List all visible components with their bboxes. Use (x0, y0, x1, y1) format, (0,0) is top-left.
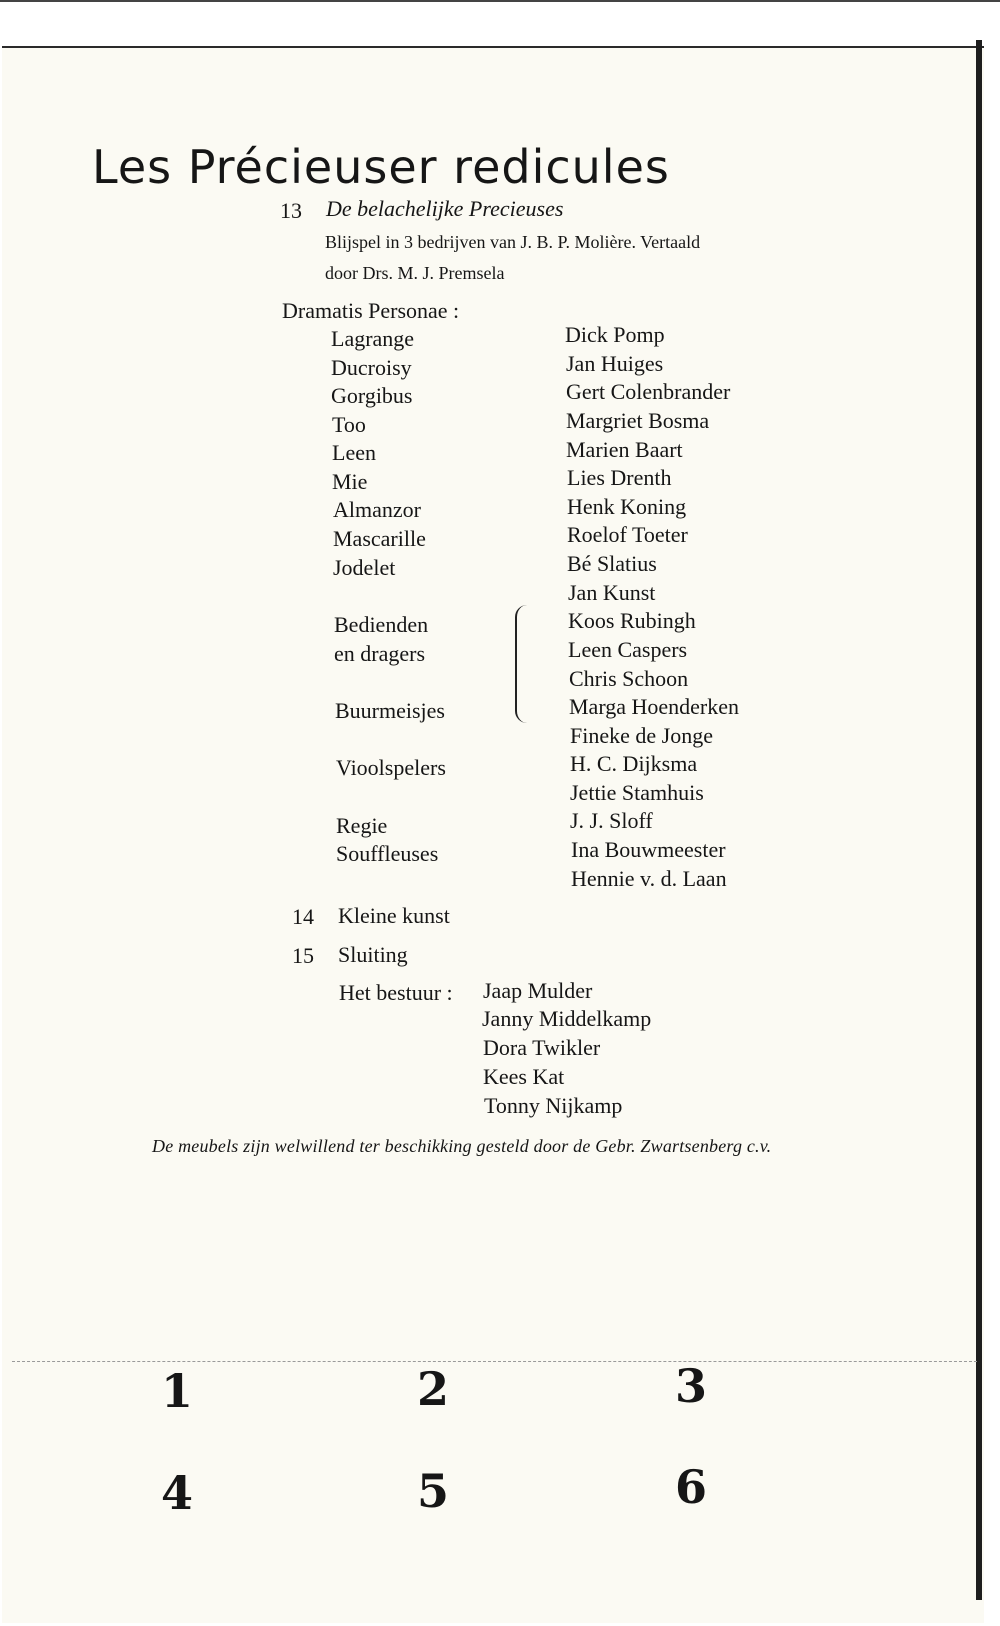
role: Leen (332, 440, 376, 465)
raffle-number: 5 (416, 1464, 449, 1518)
cast-member: Ina Bouwmeester (571, 837, 726, 862)
cast-member: Hennie v. d. Laan (571, 866, 727, 891)
cast-member: Margriet Bosma (566, 408, 710, 433)
bestuur-member: Janny Middelkamp (482, 1006, 652, 1031)
item-13-description-line2: door Drs. M. J. Premsela (325, 263, 505, 283)
cast-member: Roelof Toeter (567, 522, 688, 547)
page-title: Les Précieuser redicules (92, 140, 670, 194)
dramatis-personae-label: Dramatis Personae : (282, 298, 460, 323)
page-edge (976, 40, 982, 1600)
cast-member: Leen Caspers (568, 637, 688, 662)
cast-member: Chris Schoon (569, 666, 689, 691)
role: Gorgibus (331, 383, 413, 408)
group-vioolspelers: Vioolspelers (336, 755, 446, 780)
top-rule (0, 0, 1000, 2)
cast-member: Jettie Stamhuis (570, 780, 704, 805)
furniture-credit-note: De meubels zijn welwillend ter beschikking gesteld door de Gebr. Zwartsenberg c.v. (152, 1136, 772, 1156)
cast-member: Bé Slatius (567, 551, 657, 576)
role: Ducroisy (331, 355, 412, 380)
raffle-number: 1 (160, 1364, 193, 1418)
group-bedienden: Bedienden (334, 612, 429, 637)
bestuur-member: Kees Kat (483, 1064, 565, 1089)
item-15-number: 15 (292, 943, 314, 968)
raffle-number: 2 (416, 1362, 449, 1416)
cast-member: Lies Drenth (567, 465, 672, 490)
cast-member: Fineke de Jonge (570, 723, 713, 748)
role: Lagrange (331, 326, 415, 351)
cast-member: Gert Colenbrander (566, 379, 731, 404)
role: Mascarille (333, 526, 426, 551)
raffle-number: 4 (160, 1466, 193, 1520)
bestuur-label: Het bestuur : (339, 980, 453, 1005)
role: Mie (332, 469, 368, 494)
group-bracket (515, 605, 531, 723)
cast-member: Marien Baart (566, 437, 683, 462)
item-14-number: 14 (292, 904, 314, 929)
tear-off-line (12, 1361, 977, 1362)
cast-member: Jan Kunst (568, 580, 656, 605)
raffle-number: 6 (674, 1460, 707, 1514)
cast-member: Marga Hoenderken (569, 694, 740, 719)
cast-member: Jan Huiges (566, 351, 664, 376)
cast-member: Henk Koning (567, 494, 687, 519)
role: Too (332, 412, 366, 437)
raffle-number: 3 (674, 1359, 707, 1413)
group-buurmeisjes: Buurmeisjes (335, 698, 445, 723)
item-13-number: 13 (280, 198, 302, 223)
item-14-name: Kleine kunst (338, 903, 450, 928)
bestuur-member: Jaap Mulder (483, 978, 593, 1003)
item-15-name: Sluiting (338, 942, 408, 967)
item-13-description-line1: Blijspel in 3 bedrijven van J. B. P. Molière. Vertaald (325, 232, 701, 252)
bestuur-member: Tonny Nijkamp (484, 1093, 623, 1118)
role: Almanzor (333, 497, 421, 522)
cast-member: H. C. Dijksma (570, 751, 698, 776)
group-dragers: en dragers (334, 641, 426, 666)
group-souffleuses: Souffleuses (336, 841, 439, 866)
cast-member: J. J. Sloff (570, 808, 653, 833)
group-regie: Regie (336, 813, 388, 838)
item-13-name: De belachelijke Precieuses (326, 196, 564, 221)
bestuur-member: Dora Twikler (483, 1035, 601, 1060)
role: Jodelet (333, 555, 396, 580)
cast-member: Koos Rubingh (568, 608, 696, 633)
cast-member: Dick Pomp (565, 322, 665, 347)
